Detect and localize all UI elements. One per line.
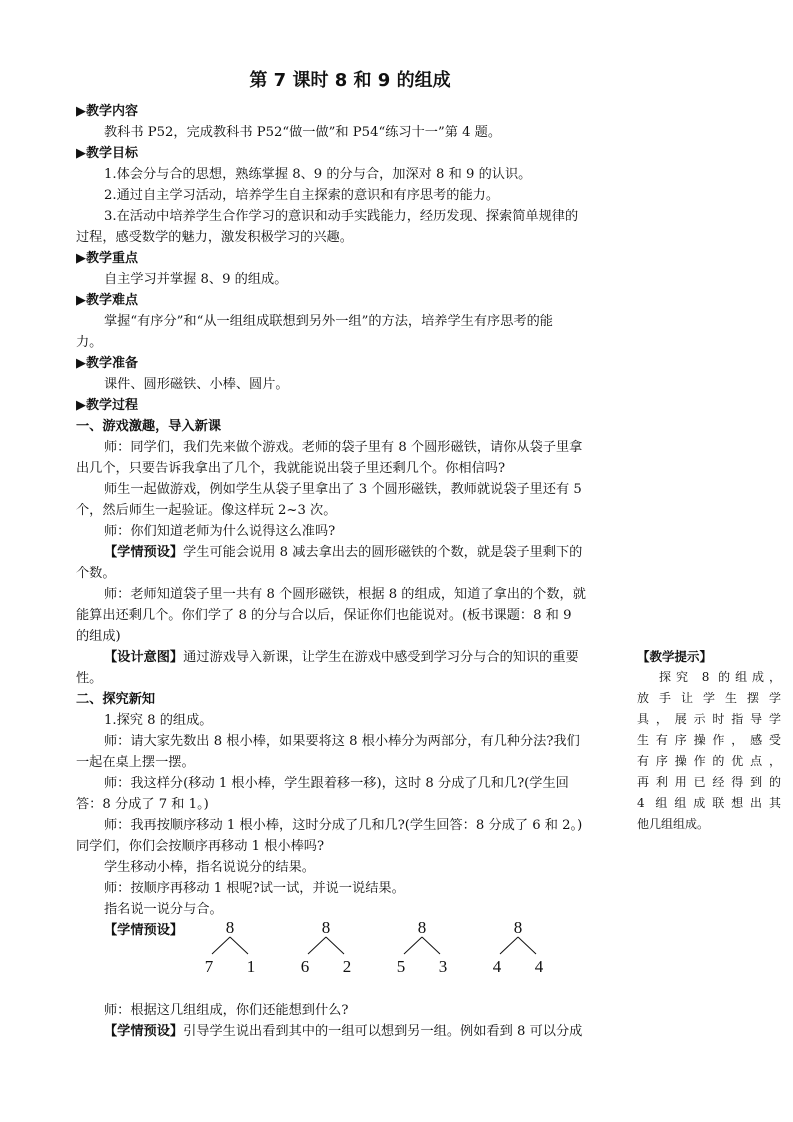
text-line <box>104 1021 582 1042</box>
annotation-tag: 【学情预设】 <box>104 923 184 938</box>
line-text: 过程，感受数学的魅力，激发积极学习的兴趣。 <box>76 230 353 245</box>
tree-total: 8 <box>513 918 523 937</box>
line-text: ▶教学准备 <box>76 356 138 371</box>
line-text: 出几个，只要告诉我拿出了几个，我就能说出袋子里还剩几个。你相信吗? <box>76 461 506 476</box>
line-text: 教科书 P52，完成教科书 P52“做一做”和 P54“练习十一”第 4 题。 <box>104 125 502 140</box>
text-line <box>76 668 102 689</box>
line-text: ▶教学目标 <box>76 146 138 161</box>
tree-branch-left <box>212 937 230 954</box>
section-heading <box>76 353 138 374</box>
sidebar-line: 有序操作的优点， <box>637 754 781 768</box>
text-line <box>104 269 287 290</box>
line-text: 师：请大家先数出 8 根小棒，如果要将这 8 根小棒分为两部分，有几种分法?我们 <box>104 734 580 749</box>
section-heading <box>76 290 138 311</box>
tree-left-part: 6 <box>300 957 310 976</box>
lesson-title: 第 7 课时 8 和 9 的组成 <box>249 70 451 91</box>
composition-tree <box>205 918 256 976</box>
line-text: 2.通过自主学习活动，培养学生自主探索的意识和有序思考的能力。 <box>104 188 500 203</box>
text-line <box>104 206 578 227</box>
tree-total: 8 <box>321 918 331 937</box>
text-line <box>76 332 102 353</box>
line-text: 学生可能会说用 8 减去拿出去的圆形磁铁的个数，就是袋子里剩下的 <box>183 545 583 560</box>
line-text: 师：同学们，我们先来做个游戏。老师的袋子里有 8 个圆形磁铁，请你从袋子里拿 <box>104 440 583 455</box>
sidebar-line: 探究 8 的组成， <box>659 670 781 684</box>
line-text: 3.在活动中培养学生合作学习的意识和动手实践能力，经历发现、探索简单规律的 <box>104 209 579 224</box>
line-text: 的组成) <box>76 629 121 644</box>
text-line <box>104 773 569 794</box>
tree-branch-left <box>500 937 518 954</box>
text-line <box>76 458 505 479</box>
sidebar-line: 生有序操作，感受 <box>637 733 781 747</box>
text-line <box>76 794 209 815</box>
text-line <box>104 542 582 563</box>
section-heading <box>76 248 138 269</box>
tree-left-part: 7 <box>204 957 214 976</box>
tree-branch-left <box>404 937 422 954</box>
text-line <box>104 647 579 668</box>
text-line <box>104 920 183 941</box>
section-heading <box>76 143 138 164</box>
text-line <box>76 500 336 521</box>
section-heading <box>76 101 138 122</box>
tree-branch-right <box>422 937 440 954</box>
line-text: 力。 <box>76 335 103 350</box>
line-text: ▶教学重点 <box>76 251 138 266</box>
text-line <box>104 1000 348 1021</box>
composition-tree <box>397 918 448 976</box>
line-text: 个，然后师生一起验证。像这样玩 2~3 次。 <box>76 503 337 518</box>
line-text: 师：老师知道袋子里一共有 8 个圆形磁铁，根据 8 的组成，知道了拿出的个数，就 <box>104 587 586 602</box>
tree-branch-right <box>326 937 344 954</box>
line-text: 1.体会分与合的思想，熟练掌握 8、9 的分与合，加深对 8 和 9 的认识。 <box>104 167 532 182</box>
text-line <box>104 731 580 752</box>
line-text: 师：我这样分(移动 1 根小棒，学生跟着移一移)，这时 8 分成了几和几?(学生回 <box>104 776 569 791</box>
tree-right-part: 2 <box>342 957 352 976</box>
tree-branch-right <box>518 937 536 954</box>
subsection-heading <box>76 689 155 710</box>
text-line <box>76 605 571 626</box>
text-line <box>76 626 121 647</box>
text-line <box>76 752 195 773</box>
teaching-tip-title: 【教学提示】 <box>637 649 713 664</box>
text-line <box>76 227 353 248</box>
section-heading <box>76 395 138 416</box>
line-text: ▶教学难点 <box>76 293 138 308</box>
annotation-tag: 【学情预设】 <box>104 545 184 560</box>
subsection-heading <box>76 416 221 437</box>
line-text: 师：根据这几组组成，你们还能想到什么? <box>104 1003 349 1018</box>
line-text: 同学们，你们会按顺序再移动 1 根小棒吗? <box>76 839 325 854</box>
line-text: 掌握“有序分”和“从一组组成联想到另外一组”的方法，培养学生有序思考的能 <box>104 314 553 329</box>
text-line <box>76 563 116 584</box>
line-text: 学生移动小棒，指名说说分的结果。 <box>104 860 315 875</box>
text-line <box>104 479 582 500</box>
tree-total: 8 <box>225 918 235 937</box>
line-text: 自主学习并掌握 8、9 的组成。 <box>104 272 288 287</box>
line-text: ▶教学内容 <box>76 104 138 119</box>
tree-right-part: 1 <box>246 957 256 976</box>
tree-right-part: 3 <box>438 957 448 976</box>
sidebar-line: 他几组组成。 <box>637 817 710 831</box>
line-text: 一、游戏激趣，导入新课 <box>76 419 222 434</box>
line-text: 师：你们知道老师为什么说得这么准吗? <box>104 524 336 539</box>
teaching-tip-sidebar <box>637 646 781 835</box>
line-text: 通过游戏导入新课，让学生在游戏中感受到学习分与合的知识的重要 <box>183 650 579 665</box>
text-line <box>104 437 582 458</box>
composition-tree <box>301 918 352 976</box>
text-line <box>104 185 499 206</box>
composition-diagrams <box>195 916 565 981</box>
tree-branch-right <box>230 937 248 954</box>
line-text: 师：我再按顺序移动 1 根小棒，这时分成了几和几?(学生回答：8 分成了 6 和 2。) <box>104 818 583 833</box>
line-text: 性。 <box>76 671 103 686</box>
line-text: 答：8 分成了 7 和 1。) <box>76 797 209 812</box>
line-text: 师：按顺序再移动 1 根呢?试一试，并说一说结果。 <box>104 881 405 896</box>
text-line <box>104 164 531 185</box>
text-line <box>104 584 586 605</box>
tree-right-part: 4 <box>534 957 544 976</box>
line-text: 指名说一说分与合。 <box>104 902 223 917</box>
text-line <box>104 311 553 332</box>
text-line <box>104 374 289 395</box>
line-text: 课件、圆形磁铁、小棒、圆片。 <box>104 377 289 392</box>
text-line <box>104 521 335 542</box>
sidebar-line: 4 组组成联想出其 <box>637 796 781 810</box>
line-text: 师生一起做游戏，例如学生从袋子里拿出了 3 个圆形磁铁，教师就说袋子里还有 5 <box>104 482 582 497</box>
sidebar-line: 放手让学生摆学 <box>637 691 781 705</box>
line-text: 引导学生说出看到其中的一组可以想到另一组。例如看到 8 可以分成 <box>183 1024 583 1039</box>
line-text: 二、探究新知 <box>76 692 156 707</box>
tree-branch-left <box>308 937 326 954</box>
text-line <box>104 878 405 899</box>
sidebar-line: 再利用已经得到的 <box>637 775 781 789</box>
annotation-tag: 【学情预设】 <box>104 1024 184 1039</box>
line-text: ▶教学过程 <box>76 398 138 413</box>
text-line <box>104 710 212 731</box>
text-line <box>104 857 315 878</box>
sidebar-line: 具，展示时指导学 <box>637 712 781 726</box>
text-line <box>104 122 501 143</box>
line-text: 个数。 <box>76 566 116 581</box>
line-text: 能算出还剩几个。你们学了 8 的分与合以后，保证你们也能说对。(板书课题：8 和 9 <box>76 608 572 623</box>
text-line <box>104 815 582 836</box>
line-text: 一起在桌上摆一摆。 <box>76 755 195 770</box>
tree-left-part: 4 <box>492 957 502 976</box>
composition-tree <box>493 918 544 976</box>
text-line <box>76 836 324 857</box>
tree-left-part: 5 <box>396 957 406 976</box>
annotation-tag: 【设计意图】 <box>104 650 184 665</box>
line-text: 1.探究 8 的组成。 <box>104 713 213 728</box>
tree-total: 8 <box>417 918 427 937</box>
